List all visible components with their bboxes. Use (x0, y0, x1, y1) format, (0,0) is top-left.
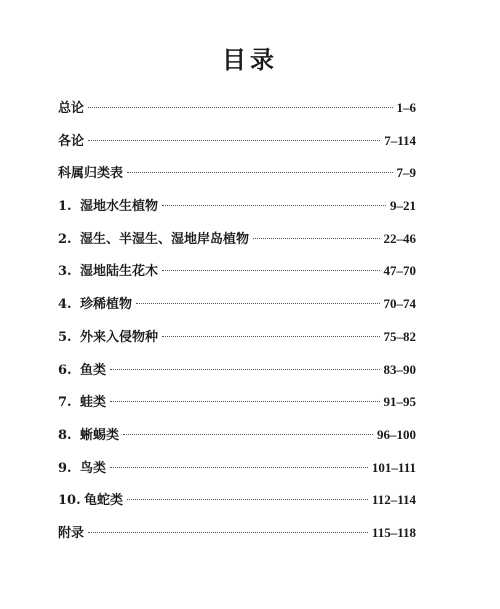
toc-entry-label: 外来入侵物种 (80, 329, 159, 345)
toc-entry-number: 9. (58, 460, 72, 476)
toc-entry[interactable] (58, 288, 416, 321)
toc-entry-number: 4. (58, 297, 72, 313)
toc-entry-pages: 47–70 (383, 263, 416, 279)
toc-entry-pages: 9–21 (390, 198, 416, 214)
toc-entry-label: 各论 (58, 133, 85, 149)
toc-entry-pages: 91–95 (383, 394, 416, 410)
toc-entry-number: 10. (58, 493, 81, 509)
toc-entry-number: 2. (58, 231, 72, 247)
toc-entry-label: 珍稀植物 (80, 297, 133, 313)
toc-entry-label: 龟蛇类 (84, 493, 124, 509)
toc-entry-number: 7. (58, 395, 72, 411)
toc-entry-label: 附录 (58, 525, 85, 541)
dot-leader (253, 238, 379, 239)
toc-entry-label: 湿地陆生花木 (80, 264, 159, 280)
toc-entry-label: 蛙类 (80, 395, 107, 411)
dot-leader (88, 140, 380, 141)
toc-entry-pages: 112–114 (371, 492, 416, 508)
dot-leader (127, 172, 392, 173)
dot-leader (110, 369, 379, 370)
toc-entry[interactable] (58, 517, 416, 550)
page-title: 目录 (222, 45, 278, 74)
dot-leader (88, 532, 368, 533)
dot-leader (162, 336, 379, 337)
toc-entry-number: 6. (58, 362, 72, 378)
toc-entry-pages: 83–90 (383, 361, 416, 377)
toc-list (58, 92, 416, 550)
dot-leader (88, 107, 392, 108)
toc-entry-pages: 75–82 (383, 328, 416, 344)
toc-entry-pages: 70–74 (383, 296, 416, 312)
toc-entry-pages: 22–46 (383, 230, 416, 246)
dot-leader (136, 303, 379, 304)
toc-entry[interactable] (58, 255, 416, 288)
toc-entry-pages: 101–111 (371, 459, 416, 475)
toc-entry-pages: 96–100 (377, 426, 416, 442)
toc-entry[interactable] (58, 190, 416, 223)
toc-entry-label: 总论 (58, 101, 85, 116)
toc-entry-label: 鱼类 (80, 362, 107, 378)
toc-entry[interactable] (58, 354, 416, 387)
toc-entry-pages: 7–9 (396, 165, 416, 181)
toc-entry[interactable] (58, 321, 416, 354)
toc-entry[interactable] (58, 484, 416, 517)
toc-entry[interactable] (58, 223, 416, 256)
dot-leader (162, 270, 379, 271)
toc-entry-label: 湿地水生植物 (80, 199, 159, 215)
dot-leader (127, 499, 368, 500)
dot-leader (162, 205, 386, 206)
toc-entry[interactable] (58, 452, 416, 485)
toc-entry-pages: 7–114 (384, 132, 416, 148)
toc-entry[interactable] (58, 419, 416, 452)
toc-entry-pages: 1–6 (396, 100, 416, 115)
toc-entry-number: 5. (58, 329, 72, 345)
toc-entry-label: 湿生、半湿生、湿地岸岛植物 (80, 231, 250, 247)
toc-entry-pages: 115–118 (371, 524, 416, 540)
toc-entry[interactable] (58, 157, 416, 190)
toc-entry[interactable] (58, 125, 416, 158)
toc-entry[interactable] (58, 92, 416, 125)
toc-entry-number: 8. (58, 427, 72, 443)
toc-entry-number: 3. (58, 264, 72, 280)
toc-entry-label: 蜥蜴类 (80, 427, 120, 443)
toc-entry-label: 鸟类 (80, 460, 107, 476)
dot-leader (110, 467, 368, 468)
toc-entry-number: 1. (58, 199, 72, 215)
dot-leader (123, 434, 373, 435)
toc-entry-label: 科属归类表 (58, 166, 124, 182)
dot-leader (110, 401, 379, 402)
toc-entry[interactable] (58, 386, 416, 419)
